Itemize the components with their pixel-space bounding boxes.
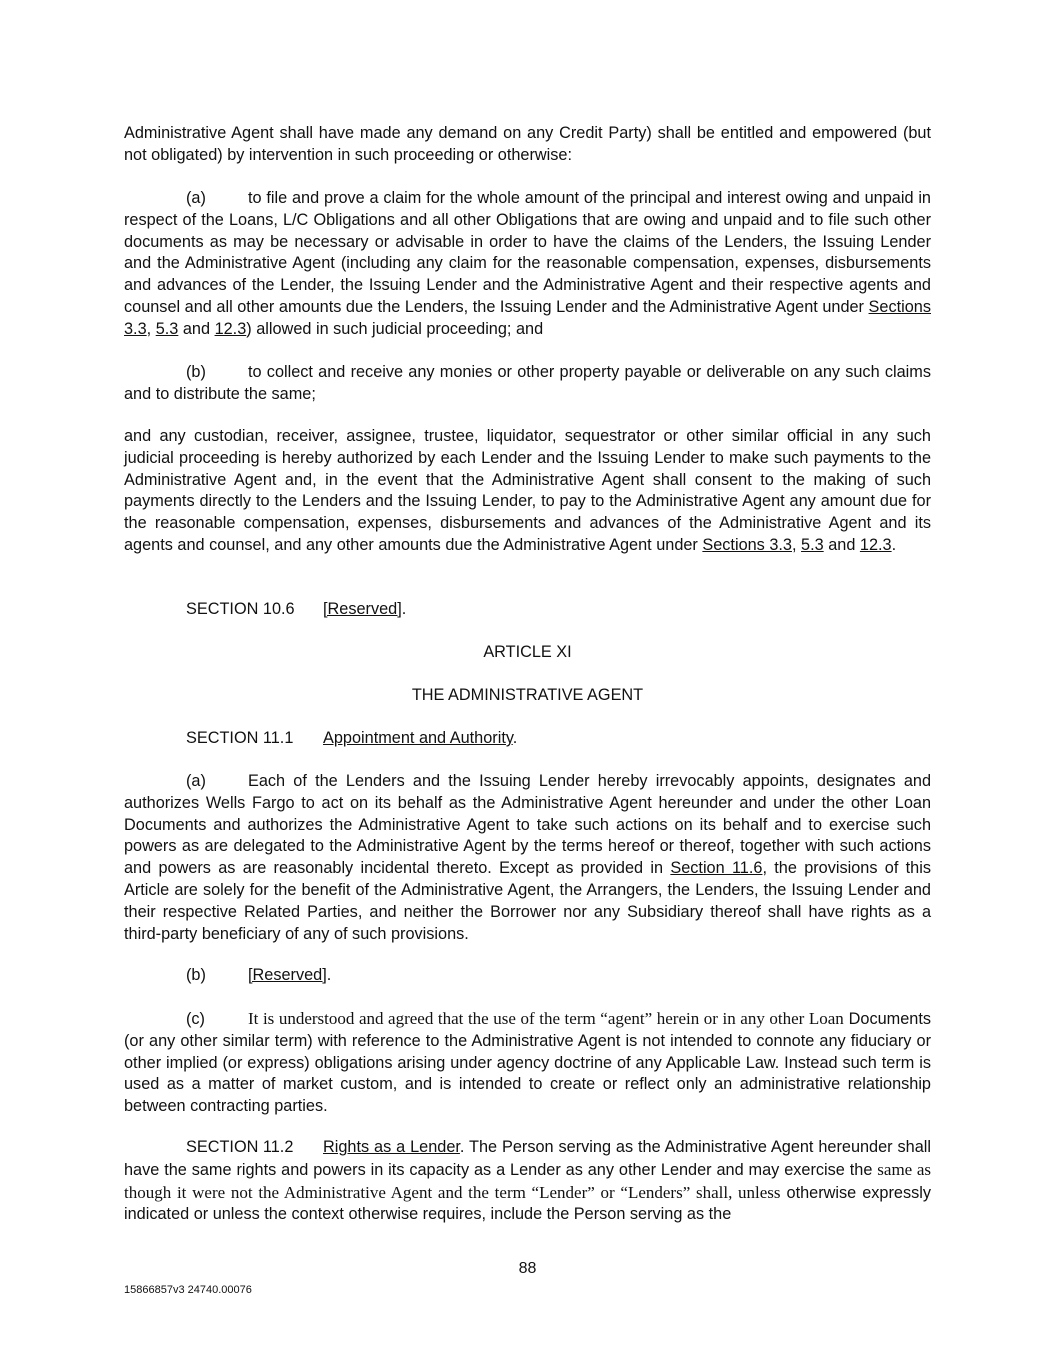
text: . [891,535,897,554]
document-id: 15866857v3 24740.00076 [124,1284,252,1296]
text: . [326,966,332,984]
text: and [178,319,215,338]
clause-label: (a) [186,189,206,207]
text: and any custodian, receiver, assignee, trustee, liquidator, sequestrator or other similar official in any such judicial proceeding is hereby authorized by each Lender and the Issuing Lender to make such payments to the Administrative Agent and, in the event that the Administrative Agent shall consent to the making of such payments directly to the Lenders and the Issuing Lender, to pay to the Administrative Agent any amount due for the reasonable compensation, expenses, disbursements and advances of the Administrative Agent and its agents and counsel, and any other amounts due the Administrative Agent under [124,427,931,554]
paragraph-11-1-b [124,965,931,987]
section-ref: 5.3 [155,319,179,338]
clause-label: (b) [186,363,206,381]
page-number: 88 [518,1260,537,1277]
paragraph-intro: Administrative Agent shall have made any demand on any Credit Party) shall be entitled and empowered (but not obligated) by intervention in such proceeding or otherwise: [124,124,931,164]
section-label: SECTION 11.1 [186,729,294,747]
section-ref: Section 11.6 [670,859,763,878]
section-ref: Sections 3.3 [702,535,792,554]
text: to file and prove a claim for the whole amount of the principal and interest owing and unpaid in respect of the Loans, L/C Obligations and all other Obligations that are owing and unpaid and to file such other documents as may be necessary or advisable in order to have the claims of the Lenders, the Issuing Lender and the Administrative Agent (including any claim for the reasonable compensation, expenses, disbursements and advances of the Lender, the Issuing Lender and the Administrative Agent and their respective agents and counsel and all other amounts due the Lenders, the Issuing Lender and the Administrative Agent under [124,189,931,316]
text: , [791,535,802,554]
text: It is understood and agreed that the use of the term “agent” herein or in any other Loan [248,1009,844,1028]
paragraph-b [124,362,931,406]
text: same as though it were not the Administrative Agent and the term “Lender” or “Lenders” shall, unless [124,1159,931,1202]
section-title: Rights as a Lender [323,1138,460,1156]
article-heading: ARTICLE XI [483,643,572,661]
paragraph-a [124,188,931,341]
text: . [401,600,407,618]
section-title: Appointment and Authority [323,729,513,747]
text: . [512,729,518,747]
paragraph-11-1-a [124,771,931,945]
clause-label: (a) [186,772,206,790]
section-11-1 [124,728,931,750]
text: . The Person serving as the Administrative Agent hereunder shall have the same rights and powers in its capacity as a Lender as any other Lender and may exercise the [124,1138,931,1179]
section-label: SECTION 10.6 [186,600,295,618]
text: Documents (or any other similar term) with reference to the Administrative Agent is not intended to connote any fiduciary or other implied (or express) obligations arising under agency doctrine of any Applicable Law. Instead such term is used as a matter of market custom, and is intended to create or reflect only an administrative relationship between contracting parties. [124,1010,931,1116]
section-ref: 5.3 [801,535,824,554]
text: , the provisions of this Article are solely for the benefit of the Administrative Agent, the Arrangers, the Lenders, the Issuing Lender and their respective Related Parties, and neither the Borrower nor any Subsidiary thereof shall have rights as a third-party beneficiary of any of such provisions. [124,859,931,943]
section-11-2 [124,1137,931,1226]
clause-label: (b) [186,966,206,984]
text: ) allowed in such judicial proceeding; and [246,319,544,338]
article-title: THE ADMINISTRATIVE AGENT [411,686,644,704]
paragraph-11-1-c [124,1008,931,1118]
section-title: [Reserved] [323,600,402,618]
section-10-6 [124,599,931,621]
text: , [146,319,156,338]
section-ref: 12.3 [214,319,247,338]
text: Each of the Lenders and the Issuing Lender hereby irrevocably appoints, designates and authorizes Wells Fargo to act on its behalf as the Administrative Agent hereunder and under the other Loan Documents and authorizes the Administrative Agent to take such actions on its behalf and to exercise such powers as are delegated to the Administrative Agent by the terms hereof or thereof, together with such actions and powers as are reasonably incidental thereto. Except as provided in [124,772,931,878]
paragraph-and [124,426,931,557]
section-label: SECTION 11.2 [186,1138,294,1156]
section-ref: Sections 3.3 [124,297,931,338]
section-title: [Reserved] [248,966,327,984]
text: to collect and receive any monies or other property payable or deliverable on any such claims and to distribute the same; [124,363,931,403]
text: otherwise expressly indicated or unless the context otherwise requires, include the Person serving as the [124,1183,931,1224]
text: and [823,535,860,554]
section-ref: 12.3 [859,535,892,554]
clause-label: (c) [186,1010,205,1028]
